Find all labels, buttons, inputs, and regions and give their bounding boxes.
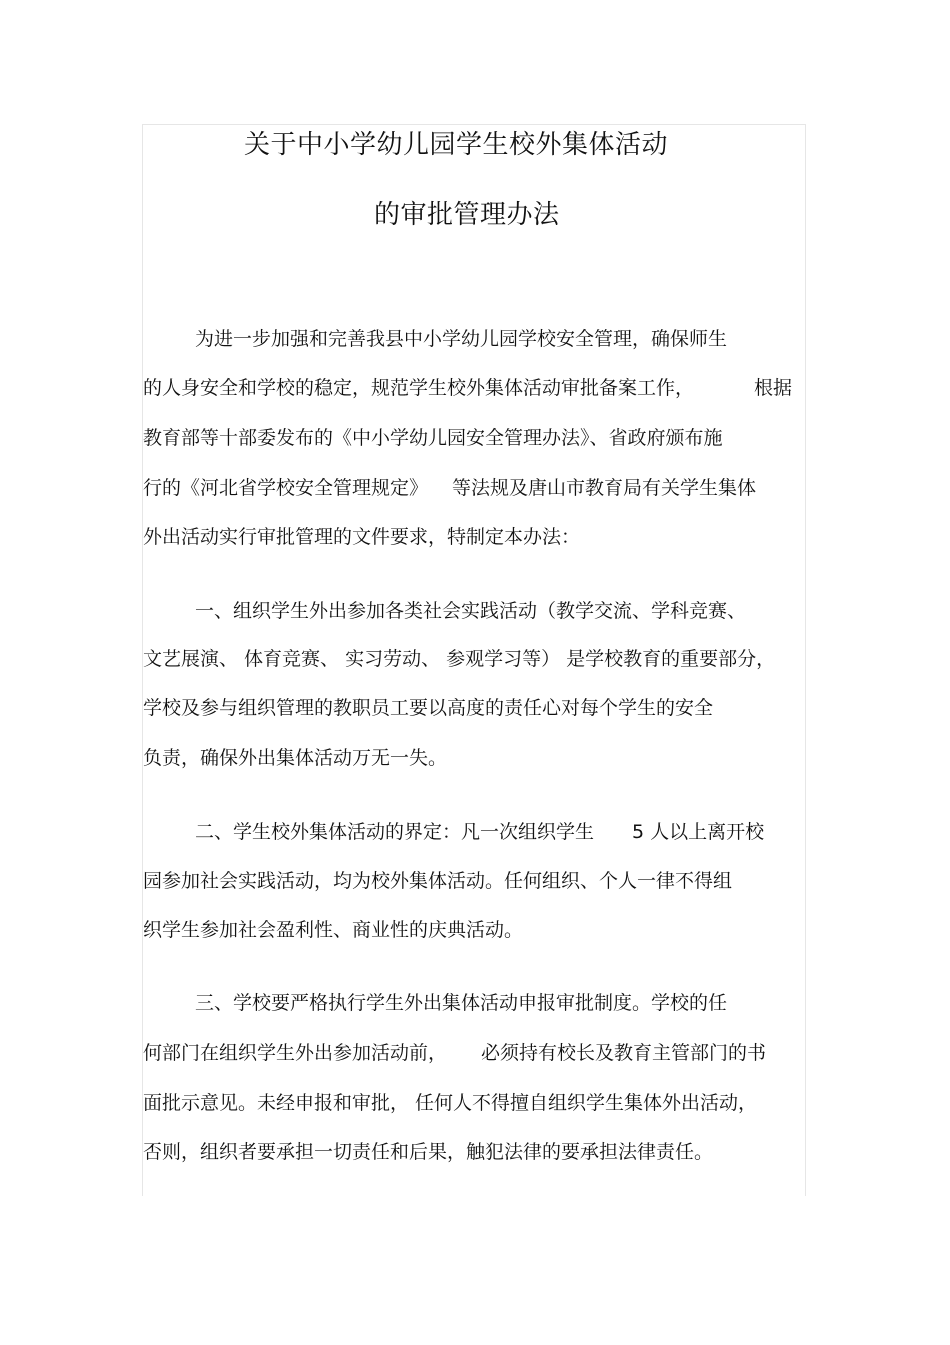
paragraph-1-line-4-tail: 等法规及唐山市教育局有关学生集体 — [452, 477, 757, 499]
paragraph-2-line-3: 学校及参与组织管理的教职员工要以高度的责任心对每个学生的安全 — [143, 697, 714, 719]
paragraph-4-line-3: 面批示意见。未经申报和审批， 任何人不得擅自组织学生集体外出活动， — [143, 1092, 758, 1114]
paragraph-3-line-1-tail: 5 人以上离开校 — [632, 821, 765, 843]
paragraph-1-line-4 — [143, 475, 809, 501]
paragraph-2-line-4: 负责，确保外出集体活动万无一失。 — [143, 747, 448, 769]
paragraph-1-line-5: 外出活动实行审批管理的文件要求，特制定本办法： — [143, 526, 581, 548]
paragraph-1-line-1: 为进一步加强和完善我县中小学幼儿园学校安全管理，确保师生 — [195, 328, 728, 350]
paragraph-3-line-1-text: 二、学生校外集体活动的界定：凡一次组织学生 — [195, 821, 595, 843]
paragraph-1-line-2-text: 的人身安全和学校的稳定，规范学生校外集体活动审批备案工作， — [143, 377, 695, 399]
paragraph-1-line-3: 教育部等十部委发布的《中小学幼儿园安全管理办法》、省政府颁布施 — [143, 427, 723, 449]
paragraph-4-line-2-text: 何部门在组织学生外出参加活动前， — [143, 1042, 448, 1064]
paragraph-1-line-2 — [143, 375, 809, 401]
document-title-line-1: 关于中小学幼儿园学生校外集体活动 — [244, 130, 669, 160]
paragraph-4-line-4: 否则，组织者要承担一切责任和后果，触犯法律的要承担法律责任。 — [143, 1141, 714, 1163]
paragraph-1-line-2-tail: 根据 — [754, 377, 793, 399]
paragraph-4-line-2-tail: 必须持有校长及教育主管部门的书 — [481, 1042, 767, 1064]
paragraph-4-line-2 — [143, 1040, 809, 1066]
paragraph-4-line-1: 三、学校要严格执行学生外出集体活动申报审批制度。学校的任 — [195, 992, 728, 1014]
document-title-line-2: 的审批管理办法 — [374, 200, 560, 230]
paragraph-2-line-1: 一、组织学生外出参加各类社会实践活动（教学交流、学科竞赛、 — [195, 600, 747, 622]
paragraph-2-line-2: 文艺展演、 体育竞赛、 实习劳动、 参观学习等） 是学校教育的重要部分， — [143, 648, 776, 670]
paragraph-3-line-1 — [195, 819, 861, 845]
paragraph-3-line-2: 园参加社会实践活动，均为校外集体活动。任何组织、个人一律不得组 — [143, 870, 733, 892]
paragraph-3-line-3: 织学生参加社会盈利性、商业性的庆典活动。 — [143, 919, 524, 941]
paragraph-1-line-4-text: 行的《河北省学校安全管理规定》 — [143, 477, 429, 499]
